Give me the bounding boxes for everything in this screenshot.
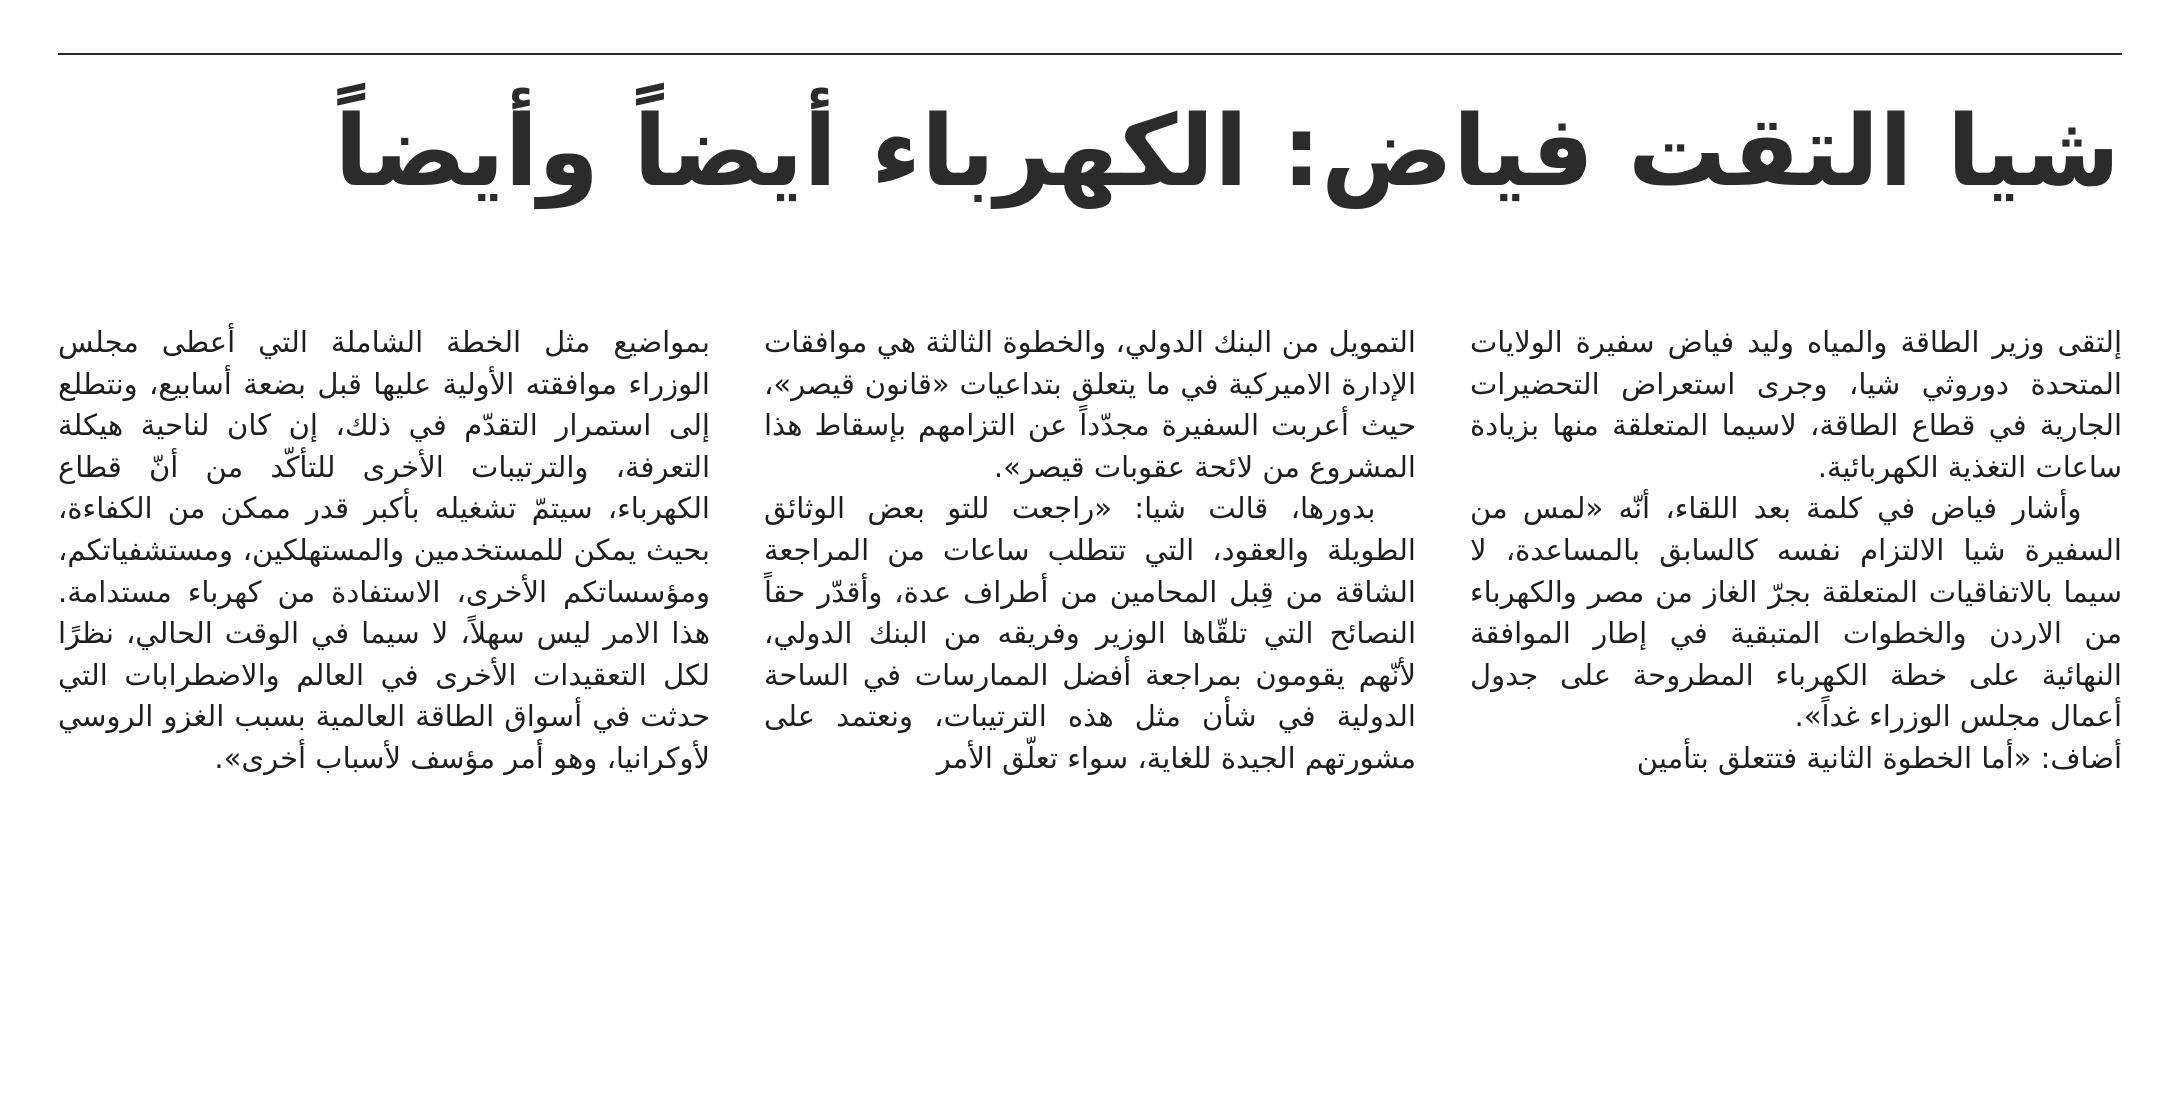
paragraph: إلتقى وزير الطاقة والمياه وليد فياض سفيرة الولايات المتحدة دوروثي شيا، وجرى استعراض التحضيرات الجارية في قطاع الطاقة، لاسيما المتعلقة منها بزيادة ساعات التغذية الكهربائية. [1470,325,2122,484]
article-column-3 [58,322,710,1002]
top-rule [58,53,2122,55]
paragraph: أضاف: «أما الخطوة الثانية فتتعلق بتأمين [1636,740,2122,775]
paragraph: التمويل من البنك الدولي، والخطوة الثالثة هي موافقات الإدارة الاميركية في ما يتعلق بتداعيات «قانون قيصر»، حيث أعربت السفيرة مجدّداً عن التزامهم بإسقاط هذا المشروع من لائحة عقوبات قيصر». [764,325,1416,484]
paragraph: بدورها، قالت شيا: «راجعت للتو بعض الوثائق الطويلة والعقود، التي تتطلب ساعات من المراجعة الشاقة من قِبل المحامين من أطراف عدة، وأقدّر حقاً النصائح التي تلقّاها الوزير وفريقه من البنك الدولي، لأنّهم يقومون بمراجعة أفضل الممارسات في الساحة الدولية في شأن مثل هذه الترتيبات، ونعتمد على مشورتهم الجيدة للغاية، سواء تعلّق الأمر [764,491,1416,775]
paragraph: وأشار فياض في كلمة بعد اللقاء، أنّه «لمس من السفيرة شيا الالتزام نفسه كالسابق بالمساعدة، لا سيما بالاتفاقيات المتعلقة بجرّ الغاز من مصر والكهرباء من الاردن والخطوات المتبقية في إطار الموافقة النهائية على خطة الكهرباء المطروحة على جدول أعمال مجلس الوزراء غداً». [1470,491,2122,734]
article-column-2 [764,322,1416,1002]
paragraph: بمواضيع مثل الخطة الشاملة التي أعطى مجلس الوزراء موافقته الأولية عليها قبل بضعة أسابيع، ونتطلع إلى استمرار التقدّم في ذلك، إن كان لناحية هيكلة التعرفة، والترتيبات الأخرى للتأكّد من أنّ قطاع الكهرباء، سيتمّ تشغيله بأكبر قدر ممكن من الكفاءة، بحيث يمكن للمستخدمين والمستهلكين، ومستشفياتكم، ومؤسساتكم الأخرى، الاستفادة من كهرباء مستدامة. هذا الامر ليس سهلاً، لا سيما في الوقت الحالي، نظرًا لكل التعقيدات الأخرى في العالم والاضطرابات التي حدثت في أسواق الطاقة العالمية بسبب الغزو الروسي لأوكرانيا، وهو أمر مؤسف لأسباب أخرى». [58,325,710,775]
article-body [58,322,2122,1022]
article-column-1 [1470,322,2122,1002]
headline: شيا التقت فياض: الكهرباء أيضاً وأيضاً [334,95,2120,209]
